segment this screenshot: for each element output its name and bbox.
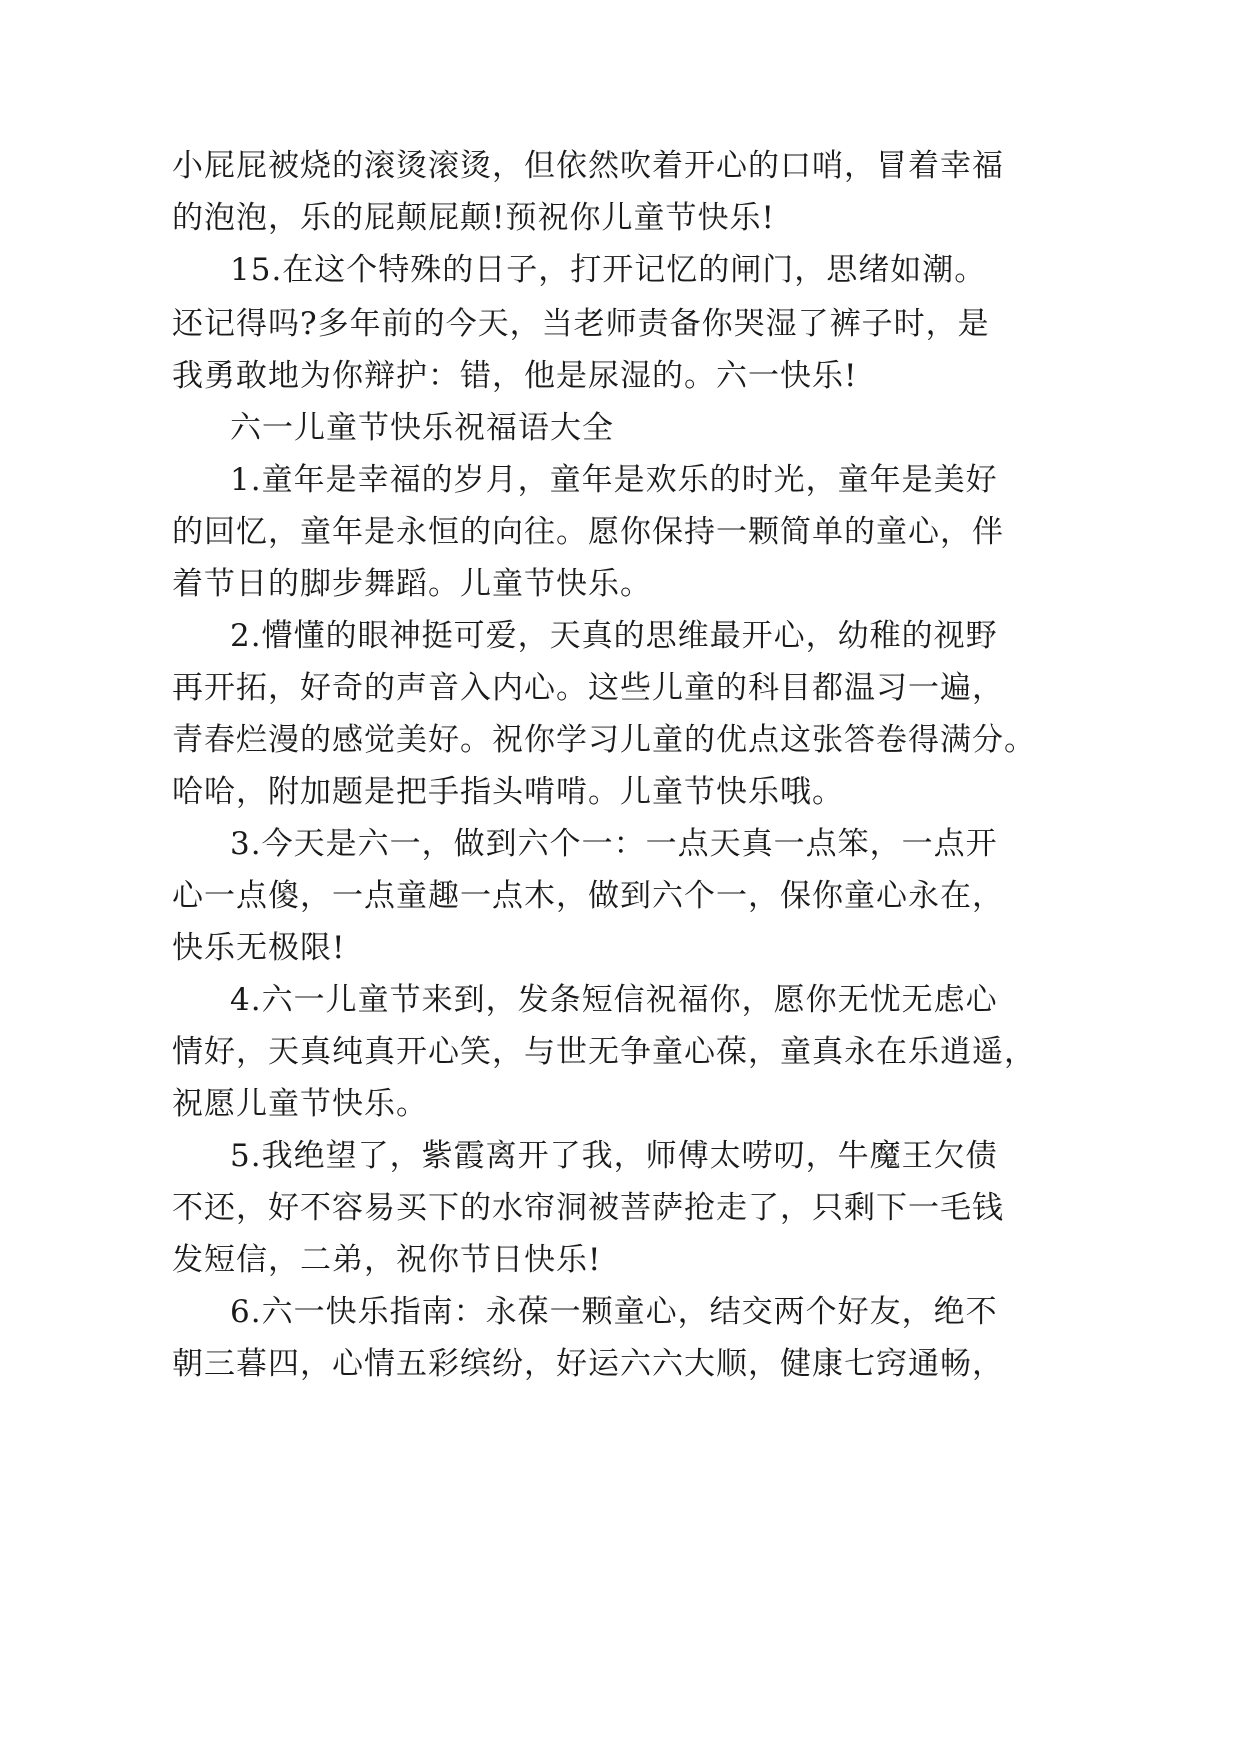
text-line-20: 5.我绝望了，紫霞离开了我，师傅太唠叨，牛魔王欠债 [230, 1138, 998, 1174]
text-line-12: 青春烂漫的感觉美好。祝你学习儿童的优点这张答卷得满分。 [172, 722, 1036, 758]
text-line-13: 哈哈，附加题是把手指头啃啃。儿童节快乐哦。 [172, 774, 844, 810]
text-line-5: 我勇敢地为你辩护：错，他是尿湿的。六一快乐! [172, 358, 858, 394]
text-line-14: 3.今天是六一，做到六个一：一点天真一点笨，一点开 [230, 826, 998, 862]
text-line-24: 朝三暮四，心情五彩缤纷，好运六六大顺，健康七窍通畅， [172, 1346, 1004, 1382]
text-line-11: 再开拓，好奇的声音入内心。这些儿童的科目都温习一遍， [172, 670, 1004, 706]
text-line-4: 还记得吗?多年前的今天，当老师责备你哭湿了裤子时，是 [172, 306, 990, 342]
text-line-17: 4.六一儿童节来到，发条短信祝福你，愿你无忧无虑心 [230, 982, 998, 1018]
text-line-10: 2.懵懂的眼神挺可爱，天真的思维最开心，幼稚的视野 [230, 618, 998, 654]
text-line-23: 6.六一快乐指南：永葆一颗童心，结交两个好友，绝不 [230, 1294, 998, 1330]
text-line-7: 1.童年是幸福的岁月，童年是欢乐的时光，童年是美好 [230, 462, 998, 498]
text-line-3: 15.在这个特殊的日子，打开记忆的闸门，思绪如潮。 [230, 252, 987, 288]
text-line-2: 的泡泡，乐的屁颠屁颠!预祝你儿童节快乐! [172, 200, 775, 236]
text-line-18: 情好，天真纯真开心笑，与世无争童心葆，童真永在乐逍遥， [172, 1034, 1036, 1070]
text-line-16: 快乐无极限! [172, 930, 346, 966]
text-line-8: 的回忆，童年是永恒的向往。愿你保持一颗简单的童心，伴 [172, 514, 1004, 550]
text-line-22: 发短信，二弟，祝你节日快乐! [172, 1242, 602, 1278]
text-line-9: 着节日的脚步舞蹈。儿童节快乐。 [172, 566, 652, 602]
text-line-21: 不还，好不容易买下的水帘洞被菩萨抢走了，只剩下一毛钱 [172, 1190, 1004, 1226]
text-line-15: 心一点傻，一点童趣一点木，做到六个一，保你童心永在， [172, 878, 1004, 914]
text-line-19: 祝愿儿童节快乐。 [172, 1086, 428, 1122]
section-heading: 六一儿童节快乐祝福语大全 [230, 410, 614, 446]
text-line-1: 小屁屁被烧的滚烫滚烫，但依然吹着开心的口哨，冒着幸福 [172, 148, 1004, 184]
